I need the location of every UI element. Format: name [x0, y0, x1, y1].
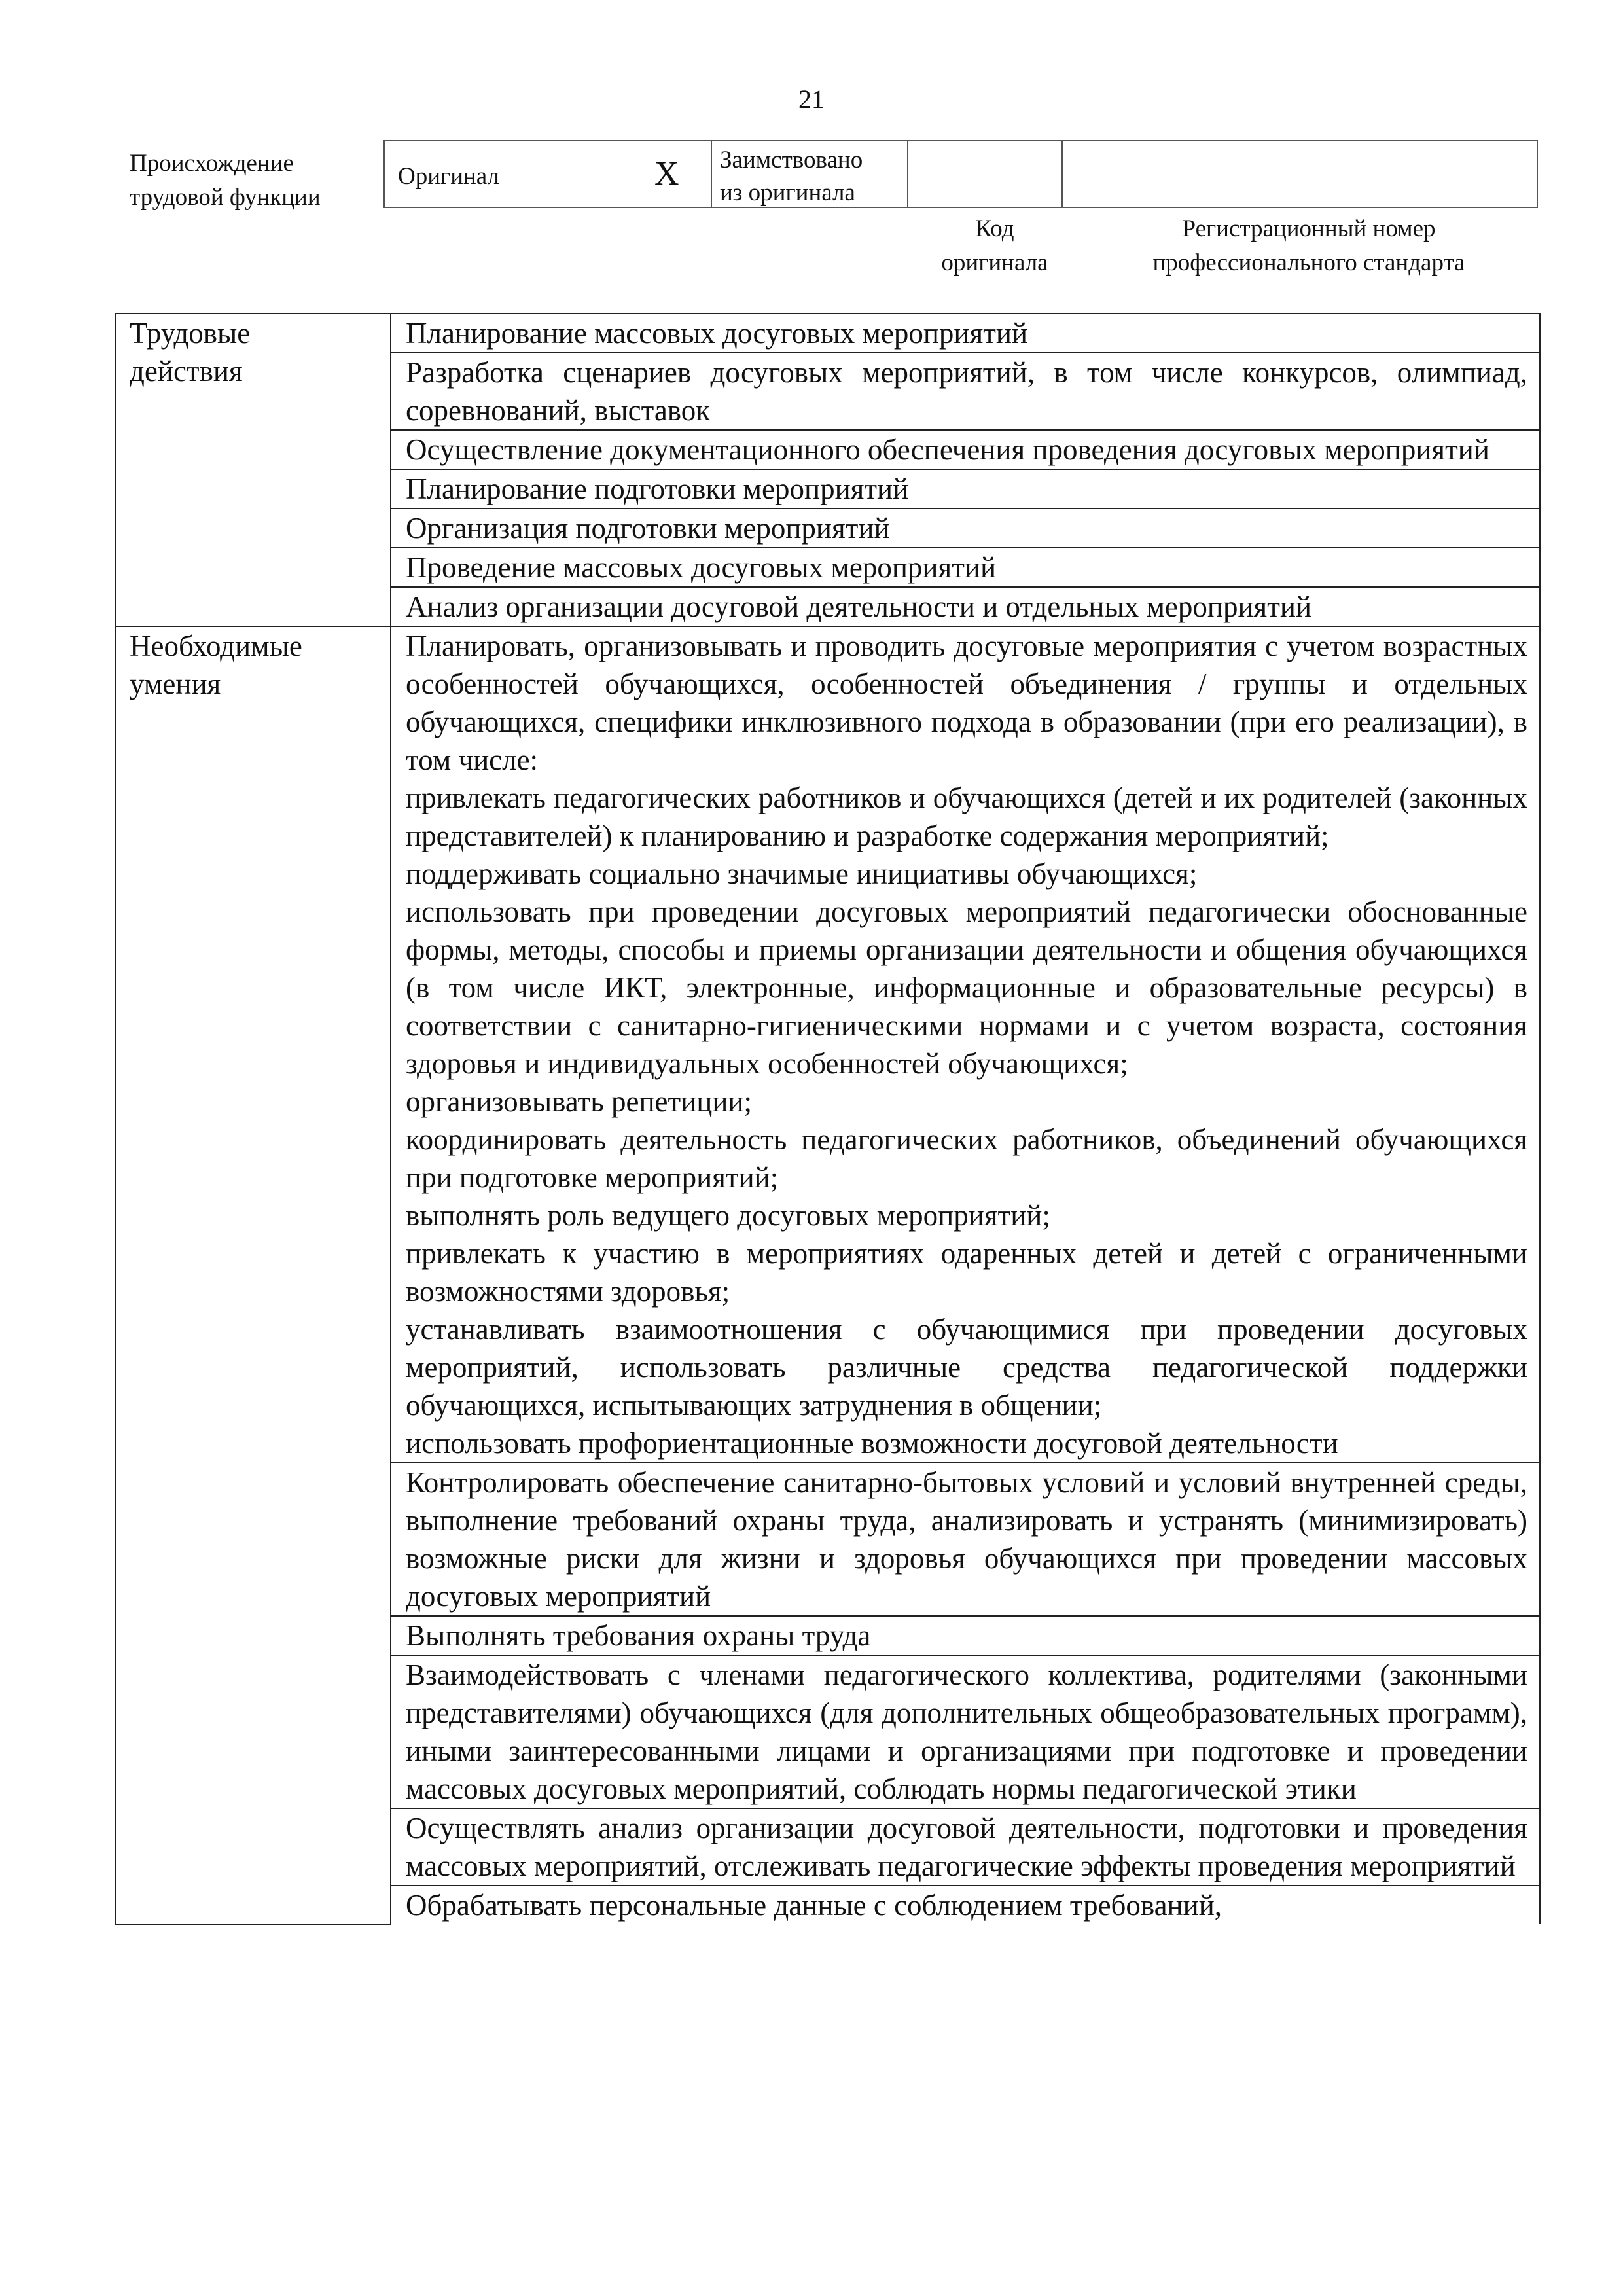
skills-label	[116, 626, 391, 1924]
code-caption	[916, 212, 1073, 280]
labor-action-item: Анализ организации досуговой деятельности и отдельных мероприятий	[391, 587, 1540, 626]
skill-line: устанавливать взаимоотношения с обучающимися при проведении досуговых мероприятий, использовать различные средства педагогической поддержки обучающихся, испытывающих затруднения в общении;	[406, 1313, 1527, 1422]
original-check-mark: X	[654, 155, 679, 192]
labor-action-item: Планирование подготовки мероприятий	[391, 469, 1540, 509]
skills-label-line2: умения	[130, 668, 221, 700]
skill-line: поддерживать социально значимые инициативы обучающихся;	[406, 857, 1198, 890]
skills-block	[391, 626, 1540, 1463]
origin-label-line1: Происхождение	[130, 150, 294, 177]
code-caption-line1: Код	[975, 215, 1014, 242]
skill-line: организовывать репетиции;	[406, 1085, 753, 1118]
skill-line: выполнять роль ведущего досуговых мероприятий;	[406, 1199, 1050, 1232]
labor-action-item: Планирование массовых досуговых мероприятий	[391, 314, 1540, 353]
labor-action-item: Проведение массовых досуговых мероприятий	[391, 548, 1540, 587]
registration-caption-line2: профессионального стандарта	[1152, 249, 1465, 276]
skill-line: привлекать к участию в мероприятиях одаренных детей и детей с ограниченными возможностями здоровья;	[406, 1237, 1527, 1308]
registration-caption	[1086, 212, 1531, 280]
function-table	[115, 313, 1541, 1925]
skill-item: Взаимодействовать с членами педагогического коллектива, родителями (законными представителями) обучающихся (для дополнительных общеобразовательных программ), иными заинтересованными лицами и организациями при подготовке и проведении массовых досуговых мероприятий, соблюдать нормы педагогической этики	[391, 1655, 1540, 1808]
skill-item-continued: Обрабатывать персональные данные с соблюдением требований,	[391, 1886, 1540, 1924]
labor-action-item: Осуществление документационного обеспечения проведения досуговых мероприятий	[391, 430, 1540, 469]
skill-item: Выполнять требования охраны труда	[391, 1616, 1540, 1655]
labor-action-item: Разработка сценариев досуговых мероприятий, в том числе конкурсов, олимпиад, соревнований, выставок	[391, 353, 1540, 430]
table-row	[116, 314, 1540, 353]
page-number: 21	[798, 84, 825, 114]
origin-label-line2: трудовой функции	[130, 184, 321, 211]
skill-line: использовать при проведении досуговых мероприятий педагогически обоснованные формы, методы, способы и приемы организации деятельности и общения обучающихся (в том числе ИКТ, электронные, информационные и образовательные ресурсы) в соответствии с санитарно-гигиеническими нормами и с учетом возраста, состояния здоровья и индивидуальных особенностей обучающихся;	[406, 895, 1527, 1080]
skill-line: координировать деятельность педагогических работников, объединений обучающихся при подготовке мероприятий;	[406, 1123, 1527, 1194]
skill-line: привлекать педагогических работников и обучающихся (детей и их родителей (законных представителей) к планированию и разработке содержания мероприятий;	[406, 781, 1527, 852]
skill-line: Планировать, организовывать и проводить досуговые мероприятия с учетом возрастных особенностей обучающихся, особенностей объединения / группы и отдельных обучающихся, специфики инклюзивного подхода в образовании (при его реализации), в том числе:	[406, 630, 1527, 776]
registration-number-cell	[1061, 140, 1538, 208]
registration-caption-line1: Регистрационный номер	[1182, 215, 1436, 242]
original-code-cell	[907, 140, 1063, 208]
borrowed-label-line2: из оригинала	[720, 179, 855, 206]
borrowed-label-line1: Заимствовано	[720, 147, 863, 173]
skill-item: Контролировать обеспечение санитарно-бытовых условий и условий внутренней среды, выполнение требований охраны труда, анализировать и устранять (минимизировать) возможные риски для жизни и здоровья обучающихся при проведении массовых досуговых мероприятий	[391, 1463, 1540, 1616]
skills-label-line1: Необходимые	[130, 630, 302, 662]
labor-actions-label-line2: действия	[130, 355, 243, 387]
labor-actions-label	[116, 314, 391, 626]
labor-actions-label-line1: Трудовые	[130, 317, 251, 350]
origin-label	[130, 147, 365, 215]
original-label: Оригинал	[398, 163, 500, 190]
skill-line: использовать профориентационные возможности досуговой деятельности	[406, 1427, 1338, 1460]
borrowed-label	[720, 144, 863, 209]
table-row	[116, 626, 1540, 1463]
code-caption-line2: оригинала	[941, 249, 1048, 276]
labor-action-item: Организация подготовки мероприятий	[391, 509, 1540, 548]
skill-item: Осуществлять анализ организации досуговой деятельности, подготовки и проведения массовых мероприятий, отслеживать педагогические эффекты проведения мероприятий	[391, 1808, 1540, 1886]
